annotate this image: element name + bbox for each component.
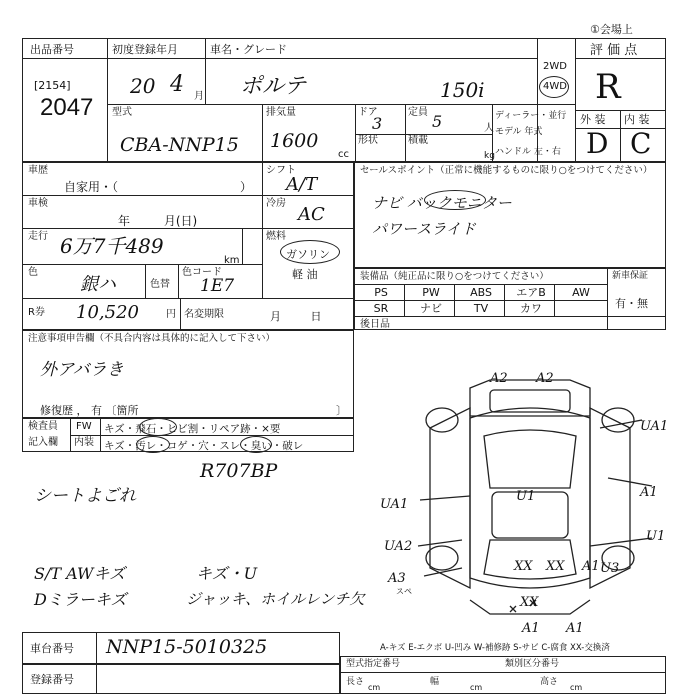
sales-title: セールスポイント（正常に機能するものに限り○をつけてください） [360,165,653,176]
chassis-value: NNP15-5010325 [106,636,268,658]
notes-title: 注意事項申告欄（不具合内容は具体的に記入して下さい） [28,333,276,344]
equipment-item: ナビ [420,302,442,315]
yen-unit: 円 [166,309,176,320]
car-name: ポルテ [240,74,307,99]
name-change-label: 名変期限 [184,309,224,320]
damage-mark: XX [514,559,533,574]
mileage-unit: km [224,255,240,266]
sales-line2: パワースライド [372,220,476,238]
height-label: 高さ [540,677,559,687]
fw-circle [139,418,177,436]
interior-grade: C [630,127,652,160]
history-label: 車歴 [28,165,48,176]
grade: 150i [440,78,485,102]
damage-mark: U1 [646,529,666,544]
checker-label: 検査員 [28,421,58,432]
interior-circle-2 [240,436,272,453]
equipment-item: PW [422,286,440,299]
header-frame [22,38,666,162]
damage-mark: A1 [640,485,658,500]
top-right-label: ①会場上 [590,23,633,36]
seats-value: 5 [432,112,443,131]
remark-code: R707BP [200,460,278,482]
score-value: R [595,67,621,107]
load-label: 積載 [408,135,428,146]
damage-mark: A2 [536,371,554,386]
first-reg-month: 4 [170,72,184,97]
damage-mark: A1 [522,621,540,636]
fw-items: キズ・飛石・ヒビ割・リペア跡・×要 [104,423,281,435]
inspection-label: 車検 [28,198,48,209]
equipment-item: カワ [520,302,542,315]
remark-line3: キズ・U [196,564,258,583]
disp-label: 排気量 [266,107,296,118]
fuel-light: 軽 油 [292,268,318,281]
history-value: 自家用・（ [64,180,119,194]
color-value: 銀ハ [80,274,116,295]
inspection-value: 年 月(日) [118,214,198,228]
cm-1: cm [368,683,381,692]
equipment-item: PS [374,286,388,299]
cm-2: cm [470,683,483,692]
shift-label: シフト [266,165,296,176]
door-value: 3 [372,114,383,133]
dealer-label: ディーラー・並行 [495,111,567,121]
shift-value: A/T [286,174,318,195]
remark-line4: Dミラーキズ [34,590,127,609]
exterior-grade: D [586,127,609,160]
shape-label: 形状 [358,135,378,146]
load-unit: kg [484,151,495,161]
repaint-label: 色替 [150,279,170,290]
history-close: ） [240,180,253,194]
mileage-value: 6万7千489 [60,234,164,258]
diagram-small: スペ [396,587,412,596]
seats-unit: 人 [484,123,494,134]
equipment-item: SR [373,302,389,315]
fuel-gas: ガソリン [286,248,330,261]
damage-mark: U3 [600,561,620,576]
first-reg-year: 20 [130,74,156,98]
fuel-label: 燃料 [266,231,286,242]
model-label: 型式 [112,107,132,118]
equipment-item: ABS [470,286,492,299]
sales-frame [354,162,666,268]
score-label: 評 価 点 [590,43,638,58]
interior-row-label: 内装 [74,437,94,448]
damage-mark: A1 [566,621,584,636]
fw-label: FW [76,421,92,432]
model-year-label: モデル 年式 [495,127,543,137]
damage-mark: U1 [516,489,536,504]
name-change-value: 月 日 [270,310,322,323]
drive-4wd: 4WD [543,81,567,92]
disp-value: 1600 [270,130,319,152]
recycle-label: R券 [28,307,45,318]
door-label: ドア [358,107,378,118]
class-label: 類別区分番号 [505,659,560,669]
interior-circle-1 [136,436,170,453]
damage-mark: UA1 [640,419,669,434]
reg-label: 登録番号 [30,673,74,686]
fuel-gas-circle [280,240,340,264]
interior-label: 内 装 [624,113,650,126]
color-label: 色 [28,267,38,278]
aircon-value: AC [298,204,325,225]
equipment-item: エアB [516,286,546,299]
damage-mark: A1 [582,559,600,574]
damage-mark: A2 [490,371,508,386]
handle-label: ハンドル 左・右 [495,147,561,157]
equipment-item: AW [572,286,590,299]
cm-3: cm [570,683,583,692]
damage-mark: A3 [388,571,406,586]
width-label: 幅 [430,677,440,687]
seats-label: 定員 [408,107,428,118]
lot-small: [2154] [34,79,71,92]
repair-label: 修復歴 ， 有 〔箇所 [40,404,139,417]
lot-number: 2047 [40,94,94,121]
entry-label: 記入欄 [28,437,58,448]
equipment-item: TV [473,302,489,315]
color-code-label: 色コード [182,267,222,278]
remark-line5: ジャッキ、ホイルレンチ欠 [186,590,365,608]
sales-line1: ナビ バックモニター [372,194,512,212]
first-reg-label: 初度登録年月 [112,43,178,56]
type-cert-label: 型式指定番号 [346,659,401,669]
lot-label: 出品番号 [30,43,74,56]
recycle-value: 10,520 [76,302,139,323]
name-label: 車名・グレード [210,43,287,56]
exterior-label: 外 装 [580,113,606,126]
month-unit: 月 [194,91,204,102]
length-label: 長さ [346,677,365,687]
remark-line2: S/T AWキズ [34,564,126,583]
damage-mark: XX [520,595,539,610]
new-warranty-label: 新車保証 [612,271,649,281]
repair-close: 〕 [336,404,347,417]
drive-2wd: 2WD [543,61,567,72]
damage-mark: UA1 [380,497,409,512]
notes-handwritten: 外アバラき [40,360,124,380]
damage-mark: UA2 [384,539,413,554]
damage-mark: XX [546,559,565,574]
aircon-label: 冷房 [266,198,286,209]
interior-items: キズ・汚レ・コゲ・穴・スレ・臭い・破レ [104,440,304,452]
model-value: CBA-NNP15 [120,134,239,156]
diagram-legend: A-キズ E-エクボ U-凹み W-補修跡 S-サビ C-腐食 XX-交換済 [380,643,610,653]
equipment-title: 装備品（純正品に限り○をつけてください） [360,271,549,282]
new-warranty-value: 有・無 [615,297,648,310]
mileage-label: 走行 [28,231,48,242]
color-code-value: 1E7 [200,276,235,296]
disp-unit: cc [338,149,349,160]
remark-line1: シートよごれ [34,486,136,506]
later-label: 後日品 [360,319,390,330]
sales-circle [424,190,486,210]
chassis-label: 車台番号 [30,642,74,655]
